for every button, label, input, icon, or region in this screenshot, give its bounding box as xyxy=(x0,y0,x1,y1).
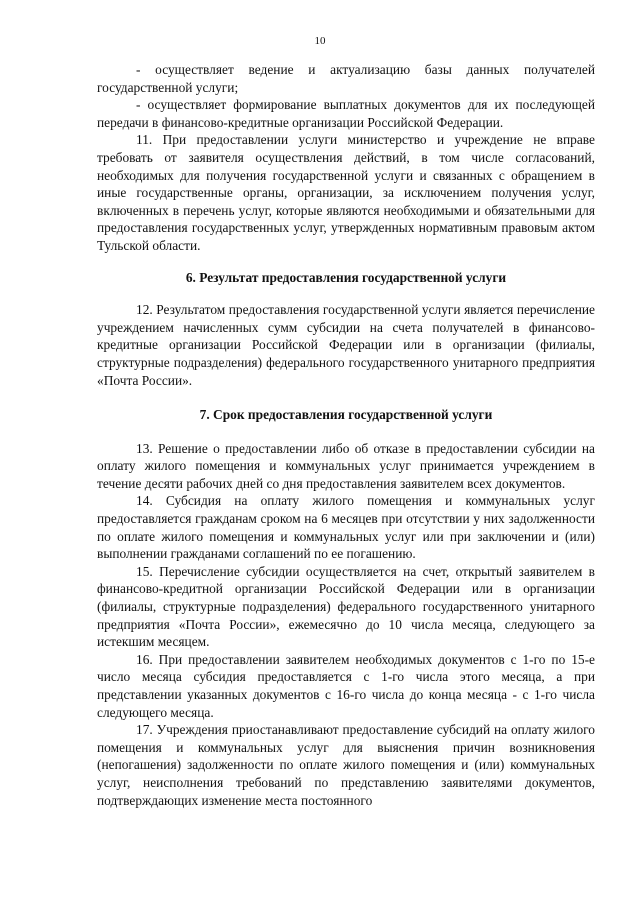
section-heading-6: 6. Результат предоставления государственной услуги xyxy=(185,269,507,285)
paragraph-14: 14. Субсидия на оплату жилого помещения и коммунальных услуг предоставляется гражданам сроком на 6 месяцев при отсутствии у них задолженности по оплате жилого помещения и коммунальных услуг или при заключении и (или) выполнении гражданами соглашений по ее погашению. xyxy=(97,493,595,562)
paragraph-12: 12. Результатом предоставления государственной услуги является перечисление учреждением начисленных сумм субсидии на счета получателей в финансово-кредитные организации Российской Федерации или в организации (филиалы, структурные подразделения) федерального государственного унитарного предприятия «Почта России». xyxy=(97,302,595,388)
paragraph-15: 15. Перечисление субсидии осуществляется на счет, открытый заявителем в финансово-кредитной организации Российской Федерации или в организации (филиалы, структурные подразделения) федерального государственного унитарного предприятия «Почта России», ежемесячно до 10 числа месяца, следующего за истекшим месяцем. xyxy=(97,563,595,650)
page-number: 10 xyxy=(314,35,326,47)
paragraph-11: 11. При предоставлении услуги министерство и учреждение не вправе требовать от заявителя осуществления действий, в том числе согласований, необходимых для получения государственной услуги и связанных с обращением в иные государственные органы, организации, за исключением получения услуг, включенных в перечень услуг, которые являются необходимыми и обязательными для предоставления государственных услуг, утвержденных нормативным правовым актом Тульской области. xyxy=(97,132,595,253)
paragraph-16: 16. При предоставлении заявителем необходимых документов с 1-го по 15-е число месяца субсидия предоставляется с 1-го числа этого месяца, а при представлении указанных документов с 16-го числа до конца месяца - с 1-го числа следующего месяца. xyxy=(97,651,595,720)
section-heading-7: 7. Срок предоставления государственной услуги xyxy=(199,407,493,423)
paragraph-13: 13. Решение о предоставлении либо об отказе в предоставлении субсидии на оплату жилого помещения и коммунальных услуг принимается учреждением в течение десяти рабочих дней со дня предоставления заявителем всех документов. xyxy=(97,440,595,491)
paragraph-17: 17. Учреждения приостанавливают предоставление субсидий на оплату жилого помещения и коммунальных услуг для выяснения причин возникновения (непогашения) задолженности по оплате жилого помещения и (или) коммунальных услуг, неисполнения требований по представлению заявителями документов, подтверждающих изменение места постоянного xyxy=(97,722,595,808)
document-body xyxy=(97,61,595,809)
paragraph-payment-documents: - осуществляет формирование выплатных документов для их последующей передачи в финансово-кредитные организации Российской Федерации. xyxy=(97,97,595,130)
paragraph-database: - осуществляет ведение и актуализацию базы данных получателей государственной услуги; xyxy=(97,62,595,95)
